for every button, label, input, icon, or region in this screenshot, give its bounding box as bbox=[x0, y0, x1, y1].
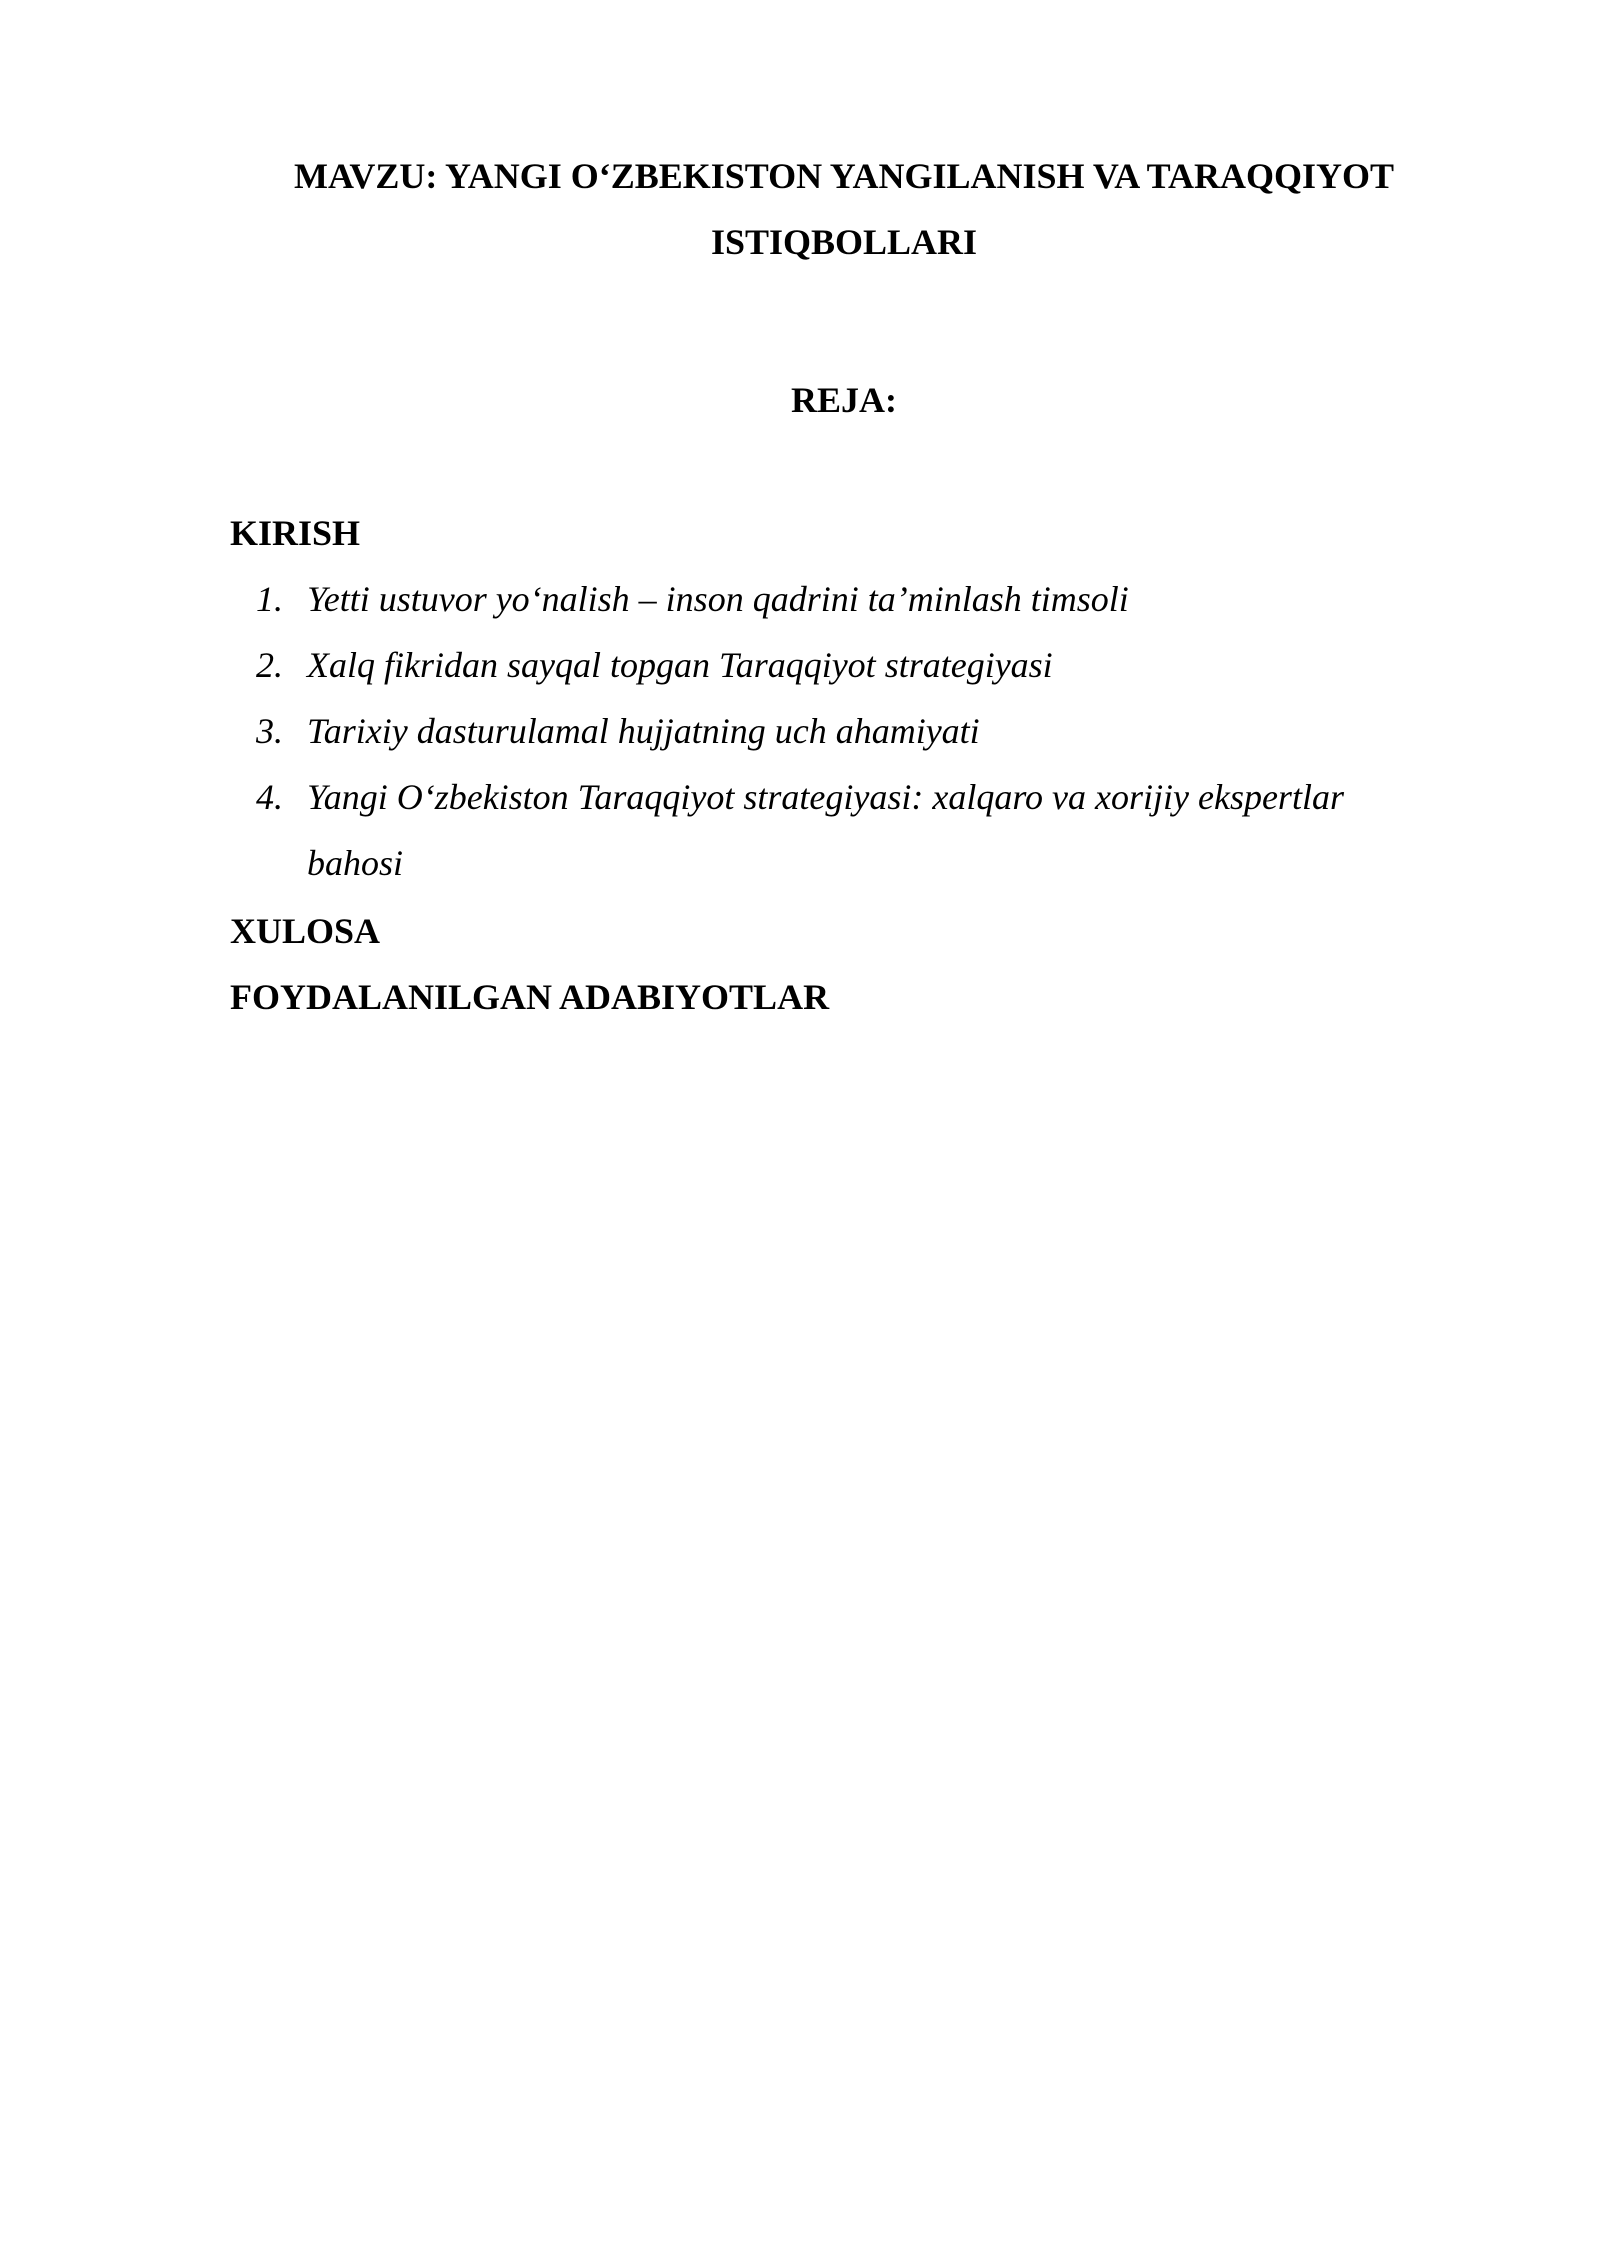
intro-heading: KIRISH bbox=[230, 513, 361, 553]
plan-heading: REJA: bbox=[791, 380, 897, 420]
plan-item bbox=[230, 566, 1430, 632]
conclusion-heading: XULOSA bbox=[230, 911, 381, 951]
plan-item-text: Yetti ustuvor yo‘nalish – inson qadrini ta’minlash timsoli bbox=[307, 579, 1129, 619]
plan-item-number: 1. bbox=[256, 579, 283, 619]
plan-item-text: Tarixiy dasturulamal hujjatning uch ahamiyati bbox=[307, 711, 980, 751]
plan-item-number: 4. bbox=[256, 777, 283, 817]
document-title: MAVZU: YANGI O‘ZBEKISTON YANGILANISH VA TARAQQIYOT ISTIQBOLLARI bbox=[294, 156, 1394, 262]
references-heading: FOYDALANILGAN ADABIYOTLAR bbox=[230, 977, 830, 1017]
plan-item-number: 2. bbox=[256, 645, 283, 685]
plan-item bbox=[230, 632, 1430, 698]
plan-item bbox=[230, 764, 1430, 896]
plan-item-text: Xalq fikridan sayqal topgan Taraqqiyot strategiyasi bbox=[307, 645, 1053, 685]
plan-item bbox=[230, 698, 1430, 764]
plan-item-number: 3. bbox=[256, 711, 283, 751]
plan-item-text: Yangi O‘zbekiston Taraqqiyot strategiyasi: xalqaro va xorijiy ekspertlar bahosi bbox=[307, 777, 1344, 883]
plan-list bbox=[230, 566, 1430, 896]
